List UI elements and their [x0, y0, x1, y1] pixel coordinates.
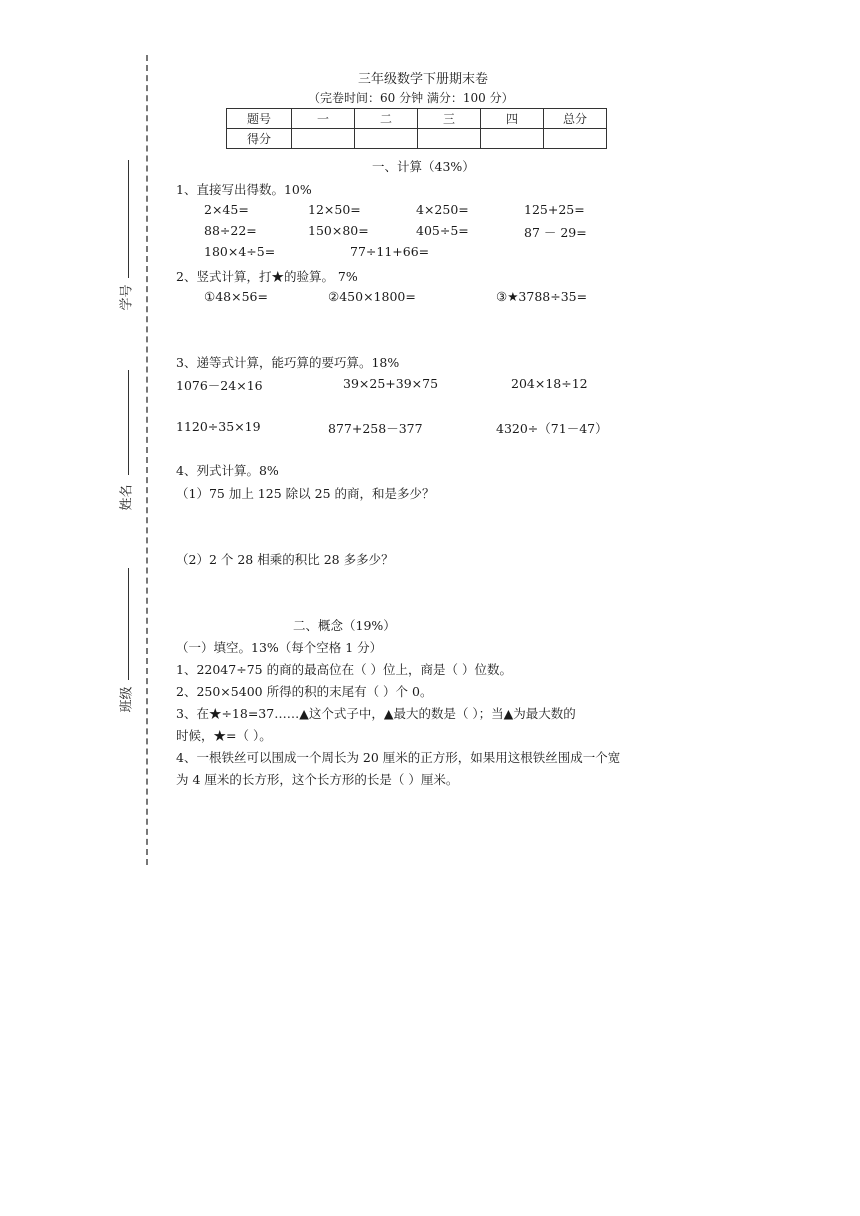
- section1-heading: 一、计算（43%）: [372, 159, 475, 174]
- q3-item: 1120÷35×19: [176, 419, 261, 434]
- q1-title: 1、直接写出得数。10%: [176, 182, 312, 197]
- q3-item: 1076－24×16: [176, 378, 263, 393]
- q1-item: 77÷11+66=: [350, 244, 430, 259]
- q3-item: 877+258－377: [328, 421, 423, 436]
- name-line: [128, 370, 129, 475]
- score-table-score-row: [227, 129, 607, 149]
- q1-item: 150×80=: [308, 223, 369, 238]
- score-input-cell: [481, 129, 544, 149]
- q3-item: 39×25+39×75: [343, 376, 439, 391]
- score-cell: 四: [481, 109, 544, 129]
- score-cell: 一: [292, 109, 355, 129]
- q2-item: ③★3788÷35=: [496, 289, 588, 304]
- q1-item: 4×250=: [416, 202, 469, 217]
- score-table: [226, 108, 607, 149]
- q1-item: 12×50=: [308, 202, 361, 217]
- q4-part2: （2）2 个 28 相乘的积比 28 多多少？: [176, 552, 394, 567]
- class-line: [128, 568, 129, 680]
- score-input-cell: [544, 129, 607, 149]
- student-id-label: 学号: [119, 284, 135, 311]
- q4-part1: （1）75 加上 125 除以 25 的商，和是多少？: [176, 486, 435, 501]
- fill-question-4-line2: 为 4 厘米的长方形，这个长方形的长是（ ）厘米。: [176, 772, 459, 787]
- q1-item: 125+25=: [524, 202, 585, 217]
- score-cell: 总分: [544, 109, 607, 129]
- q1-item: 2×45=: [204, 202, 249, 217]
- score-input-cell: [355, 129, 418, 149]
- q2-item: ②450×1800=: [328, 289, 416, 304]
- q4-title: 4、列式计算。8%: [176, 463, 279, 478]
- score-input-cell: [292, 129, 355, 149]
- score-table-header-row: [227, 109, 607, 129]
- q3-item: 4320÷（71－47）: [496, 421, 608, 436]
- page-subtitle: （完卷时间：60 分钟 满分：100 分）: [308, 91, 514, 105]
- fill-question-3-line1: 3、在★÷18=37……▲这个式子中，▲最大的数是（ ）；当▲为最大数的: [176, 706, 576, 721]
- section2-subheading: （一）填空。13%（每个空格 1 分）: [176, 640, 383, 655]
- section2-heading: 二、概念（19%）: [293, 618, 396, 633]
- fill-question-4-line1: 4、一根铁丝可以围成一个周长为 20 厘米的正方形，如果用这根铁丝围成一个宽: [176, 750, 621, 765]
- class-label: 班级: [119, 686, 135, 713]
- q2-item: ①48×56=: [204, 289, 268, 304]
- q1-item: 87 － 29=: [524, 225, 587, 240]
- q1-item: 405÷5=: [416, 223, 469, 238]
- q3-item: 204×18÷12: [511, 376, 588, 391]
- fill-question-3-line2: 时候，★=（ ）。: [176, 728, 272, 743]
- fill-question-1: 1、22047÷75 的商的最高位在（ ）位上，商是（ ）位数。: [176, 662, 513, 677]
- q3-title: 3、递等式计算，能巧算的要巧算。18%: [176, 355, 400, 370]
- binding-dashed-line: [146, 55, 148, 865]
- name-label: 姓名: [119, 484, 135, 511]
- q2-title: 2、竖式计算，打★的验算。 7%: [176, 269, 358, 284]
- q1-item: 88÷22=: [204, 223, 257, 238]
- q1-item: 180×4÷5=: [204, 244, 276, 259]
- fill-question-2: 2、250×5400 所得的积的末尾有（ ）个 0。: [176, 684, 433, 699]
- score-cell: 题号: [227, 109, 292, 129]
- score-input-cell: [418, 129, 481, 149]
- score-cell: 三: [418, 109, 481, 129]
- page-title: 三年级数学下册期末卷: [358, 72, 489, 87]
- score-cell: 得分: [227, 129, 292, 149]
- student-id-line: [128, 160, 129, 278]
- score-cell: 二: [355, 109, 418, 129]
